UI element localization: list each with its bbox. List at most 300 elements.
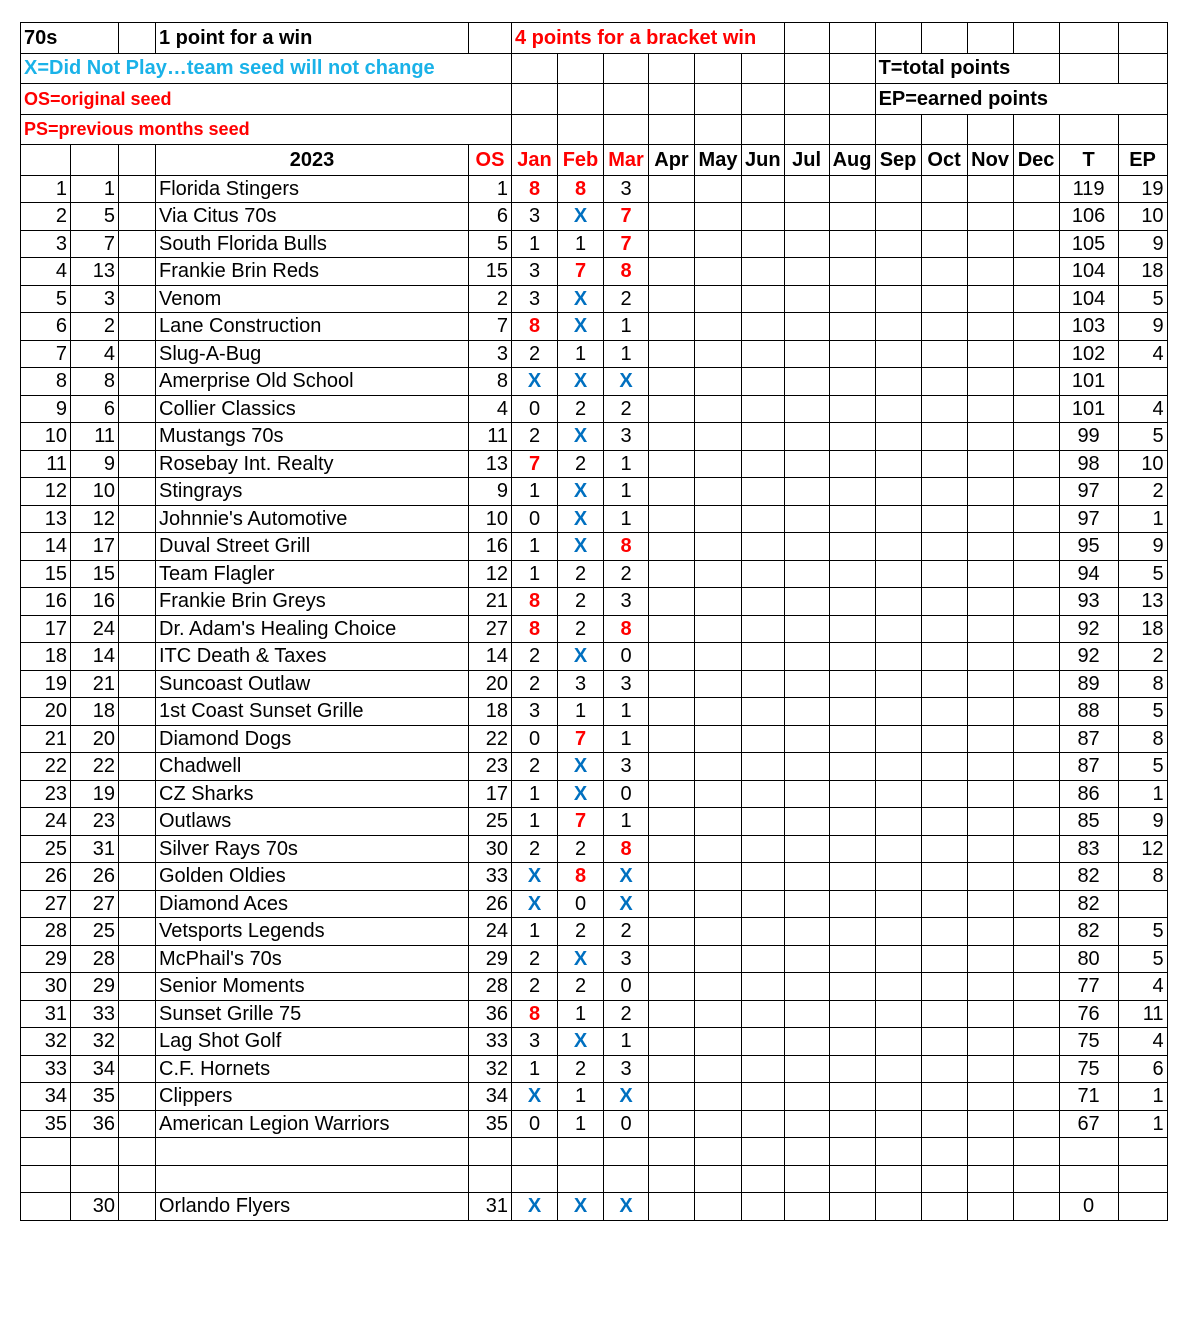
empty-month-cell — [829, 1055, 875, 1083]
empty-month-cell — [1013, 698, 1059, 726]
empty-month-cell — [875, 258, 921, 286]
team-name-cell: Diamond Dogs — [156, 725, 469, 753]
ps-cell: 8 — [71, 368, 119, 396]
empty-month-cell — [967, 1110, 1013, 1138]
empty-month-cell — [742, 423, 785, 451]
mar-cell: 3 — [604, 945, 649, 973]
empty-month-cell — [829, 450, 875, 478]
blank-cell — [119, 780, 156, 808]
jan-cell: 3 — [512, 258, 558, 286]
header-row-1 — [21, 23, 1168, 54]
empty-month-cell — [784, 175, 829, 203]
feb-cell: 1 — [558, 1110, 604, 1138]
table-row — [21, 1110, 1168, 1138]
empty-month-cell — [784, 780, 829, 808]
os-cell: 24 — [469, 918, 512, 946]
empty-month-cell — [1013, 230, 1059, 258]
table-row — [21, 258, 1168, 286]
table-row — [21, 973, 1168, 1001]
empty-month-cell — [742, 973, 785, 1001]
os-cell: 14 — [469, 643, 512, 671]
os-cell: 6 — [469, 203, 512, 231]
jan-cell: 2 — [512, 753, 558, 781]
empty-month-cell — [875, 175, 921, 203]
empty-month-cell — [875, 1055, 921, 1083]
empty-month-cell — [784, 615, 829, 643]
feb-cell: X — [558, 285, 604, 313]
empty-month-cell — [967, 560, 1013, 588]
empty-month-cell — [695, 890, 742, 918]
table-row — [21, 1000, 1168, 1028]
empty-month-cell — [649, 533, 695, 561]
empty-month-cell — [784, 478, 829, 506]
empty-month-cell — [784, 533, 829, 561]
empty-month-cell — [875, 423, 921, 451]
table-row — [21, 313, 1168, 341]
ps-cell: 34 — [71, 1055, 119, 1083]
empty-month-cell — [649, 505, 695, 533]
total-cell — [1059, 1138, 1118, 1166]
empty-month-cell — [742, 725, 785, 753]
team-name-cell: Sunset Grille 75 — [156, 1000, 469, 1028]
empty-month-cell — [921, 560, 967, 588]
ps-cell: 22 — [71, 753, 119, 781]
total-cell: 87 — [1059, 753, 1118, 781]
empty-month-cell — [921, 285, 967, 313]
empty-month-cell — [829, 780, 875, 808]
empty-month-cell — [921, 588, 967, 616]
total-cell: 77 — [1059, 973, 1118, 1001]
empty-month-cell — [967, 808, 1013, 836]
empty-month-cell — [875, 670, 921, 698]
empty-month-cell — [921, 1028, 967, 1056]
empty-month-cell — [784, 835, 829, 863]
empty-month-cell — [829, 175, 875, 203]
empty-month-cell — [967, 395, 1013, 423]
empty-month-cell — [784, 725, 829, 753]
ps-cell: 14 — [71, 643, 119, 671]
empty-month-cell — [967, 505, 1013, 533]
empty-month-cell — [784, 230, 829, 258]
empty-month-cell — [1013, 670, 1059, 698]
total-cell: 93 — [1059, 588, 1118, 616]
table-row — [21, 808, 1168, 836]
empty-month-cell — [875, 478, 921, 506]
empty-month-cell — [695, 973, 742, 1001]
ps-cell: 10 — [71, 478, 119, 506]
empty-month-cell — [875, 808, 921, 836]
empty-month-cell — [695, 395, 742, 423]
empty-month-cell — [695, 203, 742, 231]
empty-month-cell — [1013, 1055, 1059, 1083]
jan-cell — [512, 1138, 558, 1166]
total-cell: 82 — [1059, 890, 1118, 918]
team-name-cell — [156, 1165, 469, 1193]
jan-cell: 7 — [512, 450, 558, 478]
jan-cell: 2 — [512, 340, 558, 368]
table-row — [21, 450, 1168, 478]
rank-cell: 27 — [21, 890, 71, 918]
rank-cell: 15 — [21, 560, 71, 588]
empty-month-cell — [921, 340, 967, 368]
table-row — [21, 203, 1168, 231]
team-name-cell: Frankie Brin Reds — [156, 258, 469, 286]
month-header-dec: Dec — [1013, 145, 1059, 176]
jan-cell: 1 — [512, 780, 558, 808]
team-name-cell: Venom — [156, 285, 469, 313]
total-cell: 94 — [1059, 560, 1118, 588]
blank-cell — [119, 863, 156, 891]
blank-cell — [119, 285, 156, 313]
rank-cell — [21, 1138, 71, 1166]
empty-month-cell — [649, 753, 695, 781]
empty-month-cell — [742, 1055, 785, 1083]
table-row — [21, 780, 1168, 808]
empty-month-cell — [829, 588, 875, 616]
team-name-cell: Clippers — [156, 1083, 469, 1111]
empty-month-cell — [875, 450, 921, 478]
earned-cell: 11 — [1118, 1000, 1167, 1028]
earned-cell: 4 — [1118, 1028, 1167, 1056]
mar-cell: 1 — [604, 698, 649, 726]
blank-cell — [119, 1193, 156, 1221]
mar-cell: 1 — [604, 478, 649, 506]
empty-month-cell — [967, 1138, 1013, 1166]
feb-cell: X — [558, 1193, 604, 1221]
empty-month-cell — [875, 1110, 921, 1138]
empty-month-cell — [875, 918, 921, 946]
empty-month-cell — [649, 588, 695, 616]
jan-cell: 3 — [512, 203, 558, 231]
empty-month-cell — [921, 615, 967, 643]
empty-month-cell — [742, 1000, 785, 1028]
empty-month-cell — [695, 340, 742, 368]
empty-month-cell — [875, 1138, 921, 1166]
empty-month-cell — [649, 1110, 695, 1138]
blank-cell — [119, 533, 156, 561]
jan-cell: 2 — [512, 945, 558, 973]
empty-month-cell — [829, 340, 875, 368]
empty-month-cell — [829, 395, 875, 423]
empty-month-cell — [784, 1138, 829, 1166]
team-name-cell: Golden Oldies — [156, 863, 469, 891]
blank-cell — [119, 753, 156, 781]
empty-month-cell — [1013, 560, 1059, 588]
mar-cell: 1 — [604, 313, 649, 341]
os-cell: 1 — [469, 175, 512, 203]
mar-cell: 7 — [604, 203, 649, 231]
empty-month-cell — [695, 230, 742, 258]
empty-month-cell — [784, 918, 829, 946]
month-header-oct: Oct — [921, 145, 967, 176]
jan-cell: 0 — [512, 505, 558, 533]
rank-cell: 20 — [21, 698, 71, 726]
earned-cell: 5 — [1118, 423, 1167, 451]
empty-month-cell — [921, 533, 967, 561]
mar-cell: X — [604, 863, 649, 891]
empty-month-cell — [875, 1083, 921, 1111]
feb-cell: 8 — [558, 863, 604, 891]
os-cell: 7 — [469, 313, 512, 341]
empty-month-cell — [1013, 945, 1059, 973]
blank-cell — [119, 945, 156, 973]
earned-cell: 5 — [1118, 753, 1167, 781]
empty-month-cell — [784, 560, 829, 588]
empty-month-cell — [784, 1083, 829, 1111]
empty-month-cell — [649, 340, 695, 368]
empty-month-cell — [875, 1193, 921, 1221]
empty-month-cell — [829, 478, 875, 506]
empty-month-cell — [649, 313, 695, 341]
mar-cell: 1 — [604, 808, 649, 836]
empty-month-cell — [875, 973, 921, 1001]
empty-month-cell — [649, 918, 695, 946]
empty-month-cell — [875, 945, 921, 973]
empty-month-cell — [695, 588, 742, 616]
empty-month-cell — [649, 643, 695, 671]
blank-cell — [119, 615, 156, 643]
empty-month-cell — [695, 780, 742, 808]
earned-cell — [1118, 890, 1167, 918]
team-name-cell: American Legion Warriors — [156, 1110, 469, 1138]
os-cell: 27 — [469, 615, 512, 643]
ps-cell: 1 — [71, 175, 119, 203]
earned-cell: 10 — [1118, 203, 1167, 231]
empty-month-cell — [1013, 395, 1059, 423]
mar-cell: 3 — [604, 753, 649, 781]
empty-month-cell — [784, 973, 829, 1001]
empty-month-cell — [1013, 890, 1059, 918]
earned-cell: 18 — [1118, 615, 1167, 643]
empty-month-cell — [829, 1000, 875, 1028]
empty-month-cell — [784, 313, 829, 341]
feb-cell: 0 — [558, 890, 604, 918]
empty-month-cell — [921, 1165, 967, 1193]
table-row — [21, 670, 1168, 698]
total-cell: 104 — [1059, 258, 1118, 286]
empty-month-cell — [649, 258, 695, 286]
empty-month-cell — [829, 835, 875, 863]
jan-cell: 3 — [512, 285, 558, 313]
blank-cell — [119, 1138, 156, 1166]
jan-cell: 2 — [512, 670, 558, 698]
empty-month-cell — [695, 1083, 742, 1111]
earned-cell: 5 — [1118, 560, 1167, 588]
mar-cell: 8 — [604, 533, 649, 561]
earned-cell: 10 — [1118, 450, 1167, 478]
empty-month-cell — [649, 780, 695, 808]
jan-cell: X — [512, 1083, 558, 1111]
empty-month-cell — [695, 808, 742, 836]
os-cell: 26 — [469, 890, 512, 918]
ps-cell: 23 — [71, 808, 119, 836]
empty-month-cell — [1013, 1193, 1059, 1221]
total-cell — [1059, 1165, 1118, 1193]
team-name-cell: Duval Street Grill — [156, 533, 469, 561]
empty-month-cell — [829, 1165, 875, 1193]
empty-month-cell — [967, 780, 1013, 808]
empty-month-cell — [649, 615, 695, 643]
feb-cell: 2 — [558, 973, 604, 1001]
earned-cell: 9 — [1118, 808, 1167, 836]
empty-month-cell — [742, 698, 785, 726]
total-cell: 119 — [1059, 175, 1118, 203]
feb-cell: 2 — [558, 450, 604, 478]
empty-month-cell — [695, 1193, 742, 1221]
empty-month-cell — [649, 1193, 695, 1221]
earned-header: EP — [1118, 145, 1167, 176]
empty-month-cell — [921, 918, 967, 946]
empty-month-cell — [742, 643, 785, 671]
empty-month-cell — [1013, 203, 1059, 231]
rank-cell: 29 — [21, 945, 71, 973]
jan-cell: 2 — [512, 973, 558, 1001]
rank-cell: 12 — [21, 478, 71, 506]
ps-cell: 21 — [71, 670, 119, 698]
bracket-rule: 4 points for a bracket win — [512, 23, 785, 54]
empty-month-cell — [649, 450, 695, 478]
rank-cell: 28 — [21, 918, 71, 946]
mar-cell: 0 — [604, 973, 649, 1001]
table-row — [21, 835, 1168, 863]
jan-cell: 0 — [512, 395, 558, 423]
empty-month-cell — [695, 258, 742, 286]
team-name-cell: Silver Rays 70s — [156, 835, 469, 863]
total-cell: 92 — [1059, 643, 1118, 671]
empty-month-cell — [829, 1083, 875, 1111]
mar-cell: 3 — [604, 670, 649, 698]
mar-cell: 3 — [604, 175, 649, 203]
empty-month-cell — [829, 203, 875, 231]
jan-cell: 2 — [512, 643, 558, 671]
mar-cell: 1 — [604, 340, 649, 368]
empty-month-cell — [1013, 918, 1059, 946]
earned-cell: 1 — [1118, 1110, 1167, 1138]
empty-month-cell — [967, 340, 1013, 368]
os-cell: 18 — [469, 698, 512, 726]
blank-cell — [119, 175, 156, 203]
feb-cell: 2 — [558, 395, 604, 423]
empty-month-cell — [784, 285, 829, 313]
blank-cell — [119, 368, 156, 396]
table-row — [21, 1165, 1168, 1193]
total-cell: 67 — [1059, 1110, 1118, 1138]
feb-cell: 1 — [558, 1000, 604, 1028]
empty-month-cell — [829, 1110, 875, 1138]
jan-cell: X — [512, 890, 558, 918]
empty-month-cell — [742, 478, 785, 506]
rank-cell — [21, 1193, 71, 1221]
empty-month-cell — [649, 560, 695, 588]
os-cell: 33 — [469, 1028, 512, 1056]
empty-month-cell — [784, 945, 829, 973]
empty-month-cell — [921, 203, 967, 231]
ps-cell: 26 — [71, 863, 119, 891]
mar-cell: 0 — [604, 780, 649, 808]
empty-month-cell — [875, 203, 921, 231]
table-row — [21, 505, 1168, 533]
team-name-cell: McPhail's 70s — [156, 945, 469, 973]
rank-cell: 24 — [21, 808, 71, 836]
os-cell — [469, 1138, 512, 1166]
month-header-sep: Sep — [875, 145, 921, 176]
total-cell: 99 — [1059, 423, 1118, 451]
empty-month-cell — [742, 615, 785, 643]
blank-cell — [119, 698, 156, 726]
team-name-cell: Team Flagler — [156, 560, 469, 588]
total-cell: 86 — [1059, 780, 1118, 808]
empty-month-cell — [742, 890, 785, 918]
empty-month-cell — [695, 918, 742, 946]
empty-month-cell — [967, 423, 1013, 451]
ps-cell: 28 — [71, 945, 119, 973]
team-name-cell: Suncoast Outlaw — [156, 670, 469, 698]
earned-cell: 8 — [1118, 670, 1167, 698]
empty-month-cell — [695, 670, 742, 698]
header-row-3 — [21, 84, 1168, 115]
jan-cell: X — [512, 368, 558, 396]
jan-cell: 8 — [512, 1000, 558, 1028]
empty-month-cell — [921, 670, 967, 698]
empty-month-cell — [649, 230, 695, 258]
ps-cell: 15 — [71, 560, 119, 588]
empty-month-cell — [829, 643, 875, 671]
empty-month-cell — [875, 615, 921, 643]
earned-cell: 19 — [1118, 175, 1167, 203]
rank-cell: 21 — [21, 725, 71, 753]
os-cell: 15 — [469, 258, 512, 286]
empty-month-cell — [967, 863, 1013, 891]
mar-cell: 2 — [604, 1000, 649, 1028]
team-name-cell: Frankie Brin Greys — [156, 588, 469, 616]
total-cell: 76 — [1059, 1000, 1118, 1028]
os-cell: 11 — [469, 423, 512, 451]
empty-month-cell — [1013, 973, 1059, 1001]
dnp-rule: X=Did Not Play…team seed will not change — [21, 53, 512, 84]
ps-cell: 2 — [71, 313, 119, 341]
empty-month-cell — [742, 1028, 785, 1056]
empty-month-cell — [784, 670, 829, 698]
earned-cell — [1118, 1165, 1167, 1193]
empty-month-cell — [784, 1193, 829, 1221]
empty-month-cell — [967, 203, 1013, 231]
jan-cell: 1 — [512, 230, 558, 258]
empty-month-cell — [921, 753, 967, 781]
rank-cell: 23 — [21, 780, 71, 808]
earned-cell: 13 — [1118, 588, 1167, 616]
os-cell: 5 — [469, 230, 512, 258]
empty-month-cell — [1013, 258, 1059, 286]
empty-month-cell — [921, 1138, 967, 1166]
rank-cell: 19 — [21, 670, 71, 698]
blank-cell — [119, 588, 156, 616]
rank-cell: 3 — [21, 230, 71, 258]
header-row-2 — [21, 53, 1168, 84]
ps-cell: 7 — [71, 230, 119, 258]
total-legend: T=total points — [875, 53, 1059, 84]
os-cell: 23 — [469, 753, 512, 781]
empty-month-cell — [967, 175, 1013, 203]
table-row — [21, 395, 1168, 423]
empty-month-cell — [695, 725, 742, 753]
rank-cell: 2 — [21, 203, 71, 231]
earned-cell — [1118, 368, 1167, 396]
feb-cell: X — [558, 945, 604, 973]
empty-month-cell — [742, 1165, 785, 1193]
blank-cell — [119, 230, 156, 258]
blank-cell — [119, 670, 156, 698]
jan-cell: 1 — [512, 918, 558, 946]
